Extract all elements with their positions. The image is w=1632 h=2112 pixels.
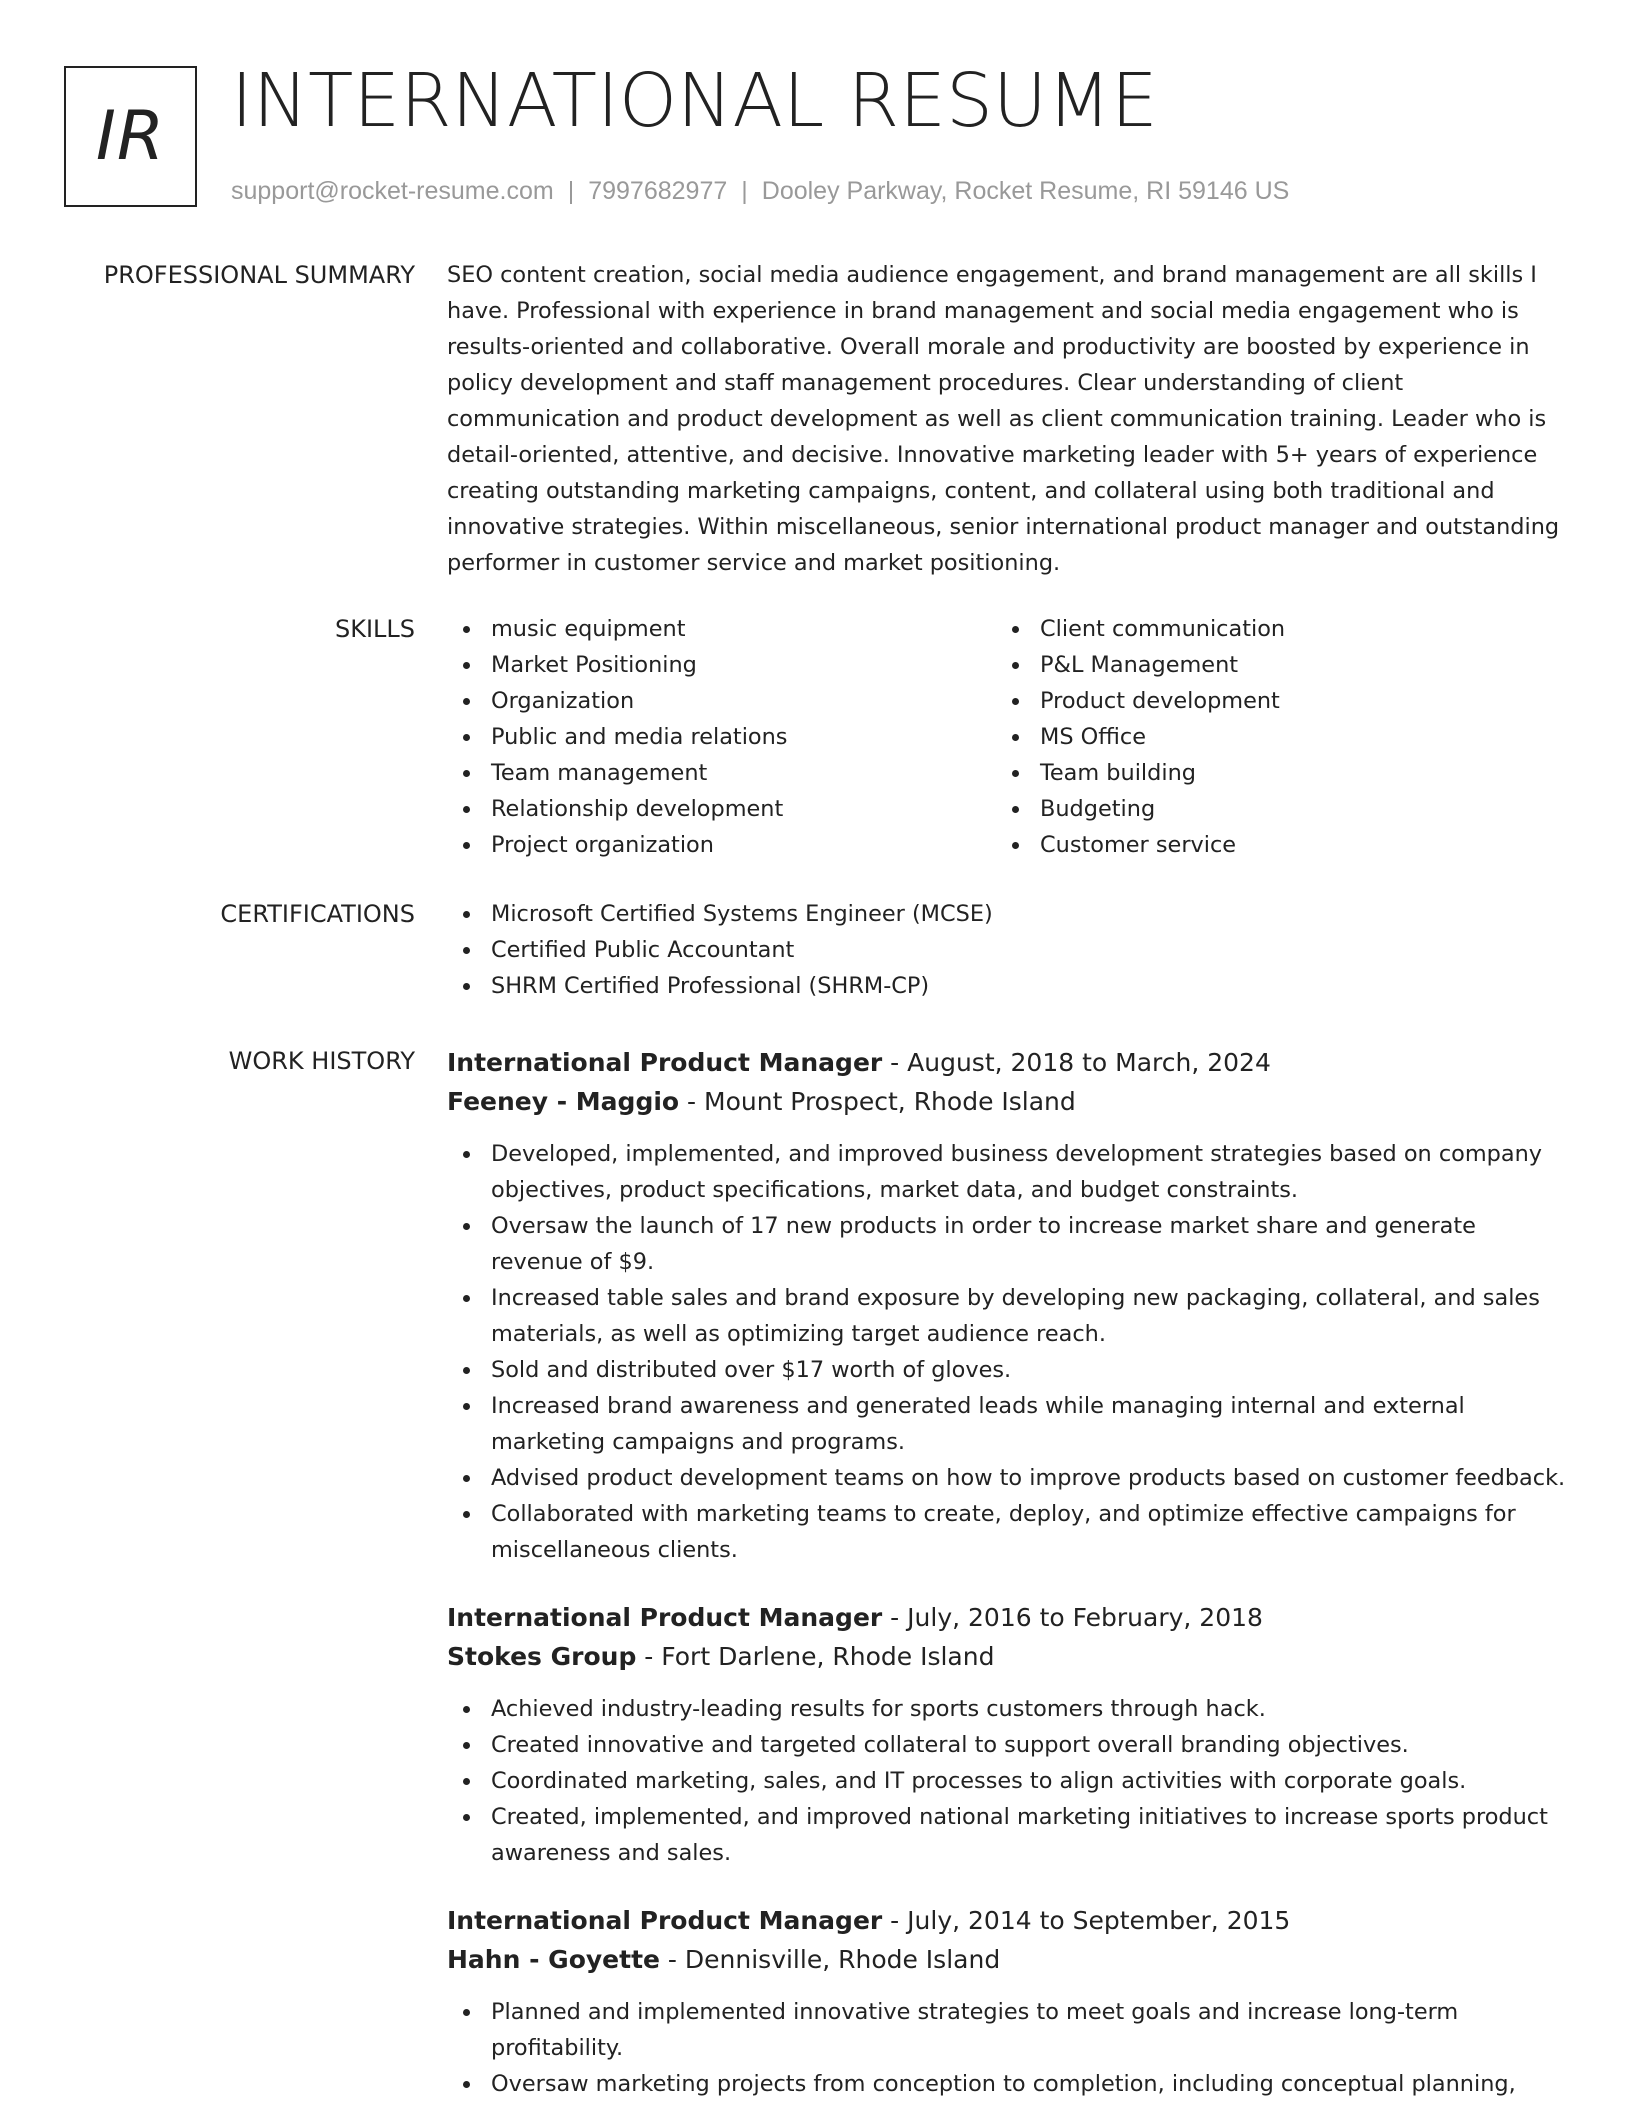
certification-item: SHRM Certified Professional (SHRM-CP) bbox=[447, 968, 1567, 1004]
certifications-list bbox=[447, 896, 1567, 1004]
job-title-line bbox=[447, 1901, 1567, 1940]
monogram-text: IR bbox=[95, 97, 166, 176]
job-title: International Product Manager bbox=[447, 1906, 883, 1935]
contact-address: Dooley Parkway, Rocket Resume, RI 59146 US bbox=[761, 177, 1290, 205]
skill-item: Market Positioning bbox=[447, 647, 996, 683]
job-title-line bbox=[447, 1598, 1567, 1637]
job-entry bbox=[447, 1043, 1567, 1568]
skill-item: Customer service bbox=[996, 827, 1545, 863]
monogram-logo bbox=[64, 66, 197, 207]
summary-text: SEO content creation, social media audience engagement, and brand management are all skills I have. Professional with experience in brand management and social media engagement who is results-oriented and collaborative. Overall morale and productivity are boosted by experience in policy development and staff management procedures. Clear understanding of client communication and product development as well as client communication training. Leader who is detail-oriented, attentive, and decisive. Innovative marketing leader with 5+ years of experience creating outstanding marketing campaigns, content, and collateral using both traditional and innovative strategies. Within miscellaneous, senior international product manager and outstanding performer in customer service and market positioning. bbox=[447, 262, 1560, 576]
skill-item: Relationship development bbox=[447, 791, 996, 827]
job-company: Stokes Group bbox=[447, 1642, 637, 1671]
job-bullet: Increased table sales and brand exposure by developing new packaging, collateral, and sales materials, as well as optimizing target audience reach. bbox=[447, 1280, 1567, 1352]
job-bullet: Increased brand awareness and generated leads while managing internal and external marketing campaigns and programs. bbox=[447, 1388, 1567, 1460]
job-bullet: Planned and implemented innovative strategies to meet goals and increase long-term profitability. bbox=[447, 1994, 1567, 2066]
job-bullet: Sold and distributed over $17 worth of gloves. bbox=[447, 1352, 1567, 1388]
summary-heading: PROFESSIONAL SUMMARY bbox=[103, 261, 415, 289]
job-bullet: Created, implemented, and improved national marketing initiatives to increase sports product awareness and sales. bbox=[447, 1799, 1567, 1871]
skill-item: Team management bbox=[447, 755, 996, 791]
contact-phone: 7997682977 bbox=[588, 177, 728, 205]
skills-list-right bbox=[996, 611, 1545, 863]
job-location: - Mount Prospect, Rhode Island bbox=[679, 1087, 1076, 1116]
job-dates: - July, 2014 to September, 2015 bbox=[882, 1906, 1291, 1935]
job-company-line bbox=[447, 1940, 1567, 1979]
skill-item: Project organization bbox=[447, 827, 996, 863]
job-dates: - July, 2016 to February, 2018 bbox=[882, 1603, 1263, 1632]
contact-separator: | bbox=[567, 177, 575, 205]
certification-item: Microsoft Certified Systems Engineer (MCSE) bbox=[447, 896, 1567, 932]
job-bullet: Collaborated with marketing teams to create, deploy, and optimize effective campaigns for miscellaneous clients. bbox=[447, 1496, 1567, 1568]
skill-item: Organization bbox=[447, 683, 996, 719]
skills-heading: SKILLS bbox=[334, 615, 415, 643]
skill-item: MS Office bbox=[996, 719, 1545, 755]
job-entry bbox=[447, 1598, 1567, 1871]
job-bullet: Developed, implemented, and improved business development strategies based on company objectives, product specifications, market data, and budget constraints. bbox=[447, 1136, 1567, 1208]
contact-email[interactable]: support@rocket-resume.com bbox=[231, 177, 554, 205]
job-entry bbox=[447, 1901, 1567, 2102]
resume-title: INTERNATIONAL RESUME bbox=[231, 58, 1158, 144]
job-company: Feeney - Maggio bbox=[447, 1087, 680, 1116]
job-company-line bbox=[447, 1637, 1567, 1676]
work-history-heading: WORK HISTORY bbox=[228, 1047, 415, 1075]
skill-item: Team building bbox=[996, 755, 1545, 791]
job-bullet: Advised product development teams on how to improve products based on customer feedback. bbox=[447, 1460, 1567, 1496]
job-dates: - August, 2018 to March, 2024 bbox=[882, 1048, 1271, 1077]
contact-separator: | bbox=[741, 177, 748, 205]
skill-item: music equipment bbox=[447, 611, 996, 647]
skill-item: Budgeting bbox=[996, 791, 1545, 827]
skill-item: P&L Management bbox=[996, 647, 1545, 683]
job-location: - Dennisville, Rhode Island bbox=[659, 1945, 1001, 1974]
job-bullet: Created innovative and targeted collateral to support overall branding objectives. bbox=[447, 1727, 1567, 1763]
job-bullets bbox=[447, 1136, 1567, 1568]
job-bullet: Oversaw marketing projects from conception to completion, including conceptual planning, bbox=[447, 2066, 1567, 2102]
contact-line bbox=[231, 174, 1289, 208]
skill-item: Public and media relations bbox=[447, 719, 996, 755]
job-bullet: Oversaw the launch of 17 new products in order to increase market share and generate revenue of $9. bbox=[447, 1208, 1567, 1280]
job-bullet: Achieved industry-leading results for sports customers through hack. bbox=[447, 1691, 1567, 1727]
skills-list-left bbox=[447, 611, 996, 863]
job-title-line bbox=[447, 1043, 1567, 1082]
job-bullets bbox=[447, 1994, 1567, 2102]
job-location: - Fort Darlene, Rhode Island bbox=[636, 1642, 995, 1671]
job-title: International Product Manager bbox=[447, 1603, 883, 1632]
job-bullets bbox=[447, 1691, 1567, 1871]
job-title: International Product Manager bbox=[447, 1048, 883, 1077]
job-company-line bbox=[447, 1082, 1567, 1121]
job-bullet: Coordinated marketing, sales, and IT processes to align activities with corporate goals. bbox=[447, 1763, 1567, 1799]
skill-item: Product development bbox=[996, 683, 1545, 719]
job-company: Hahn - Goyette bbox=[447, 1945, 660, 1974]
certifications-heading: CERTIFICATIONS bbox=[220, 900, 415, 928]
skill-item: Client communication bbox=[996, 611, 1545, 647]
certification-item: Certified Public Accountant bbox=[447, 932, 1567, 968]
